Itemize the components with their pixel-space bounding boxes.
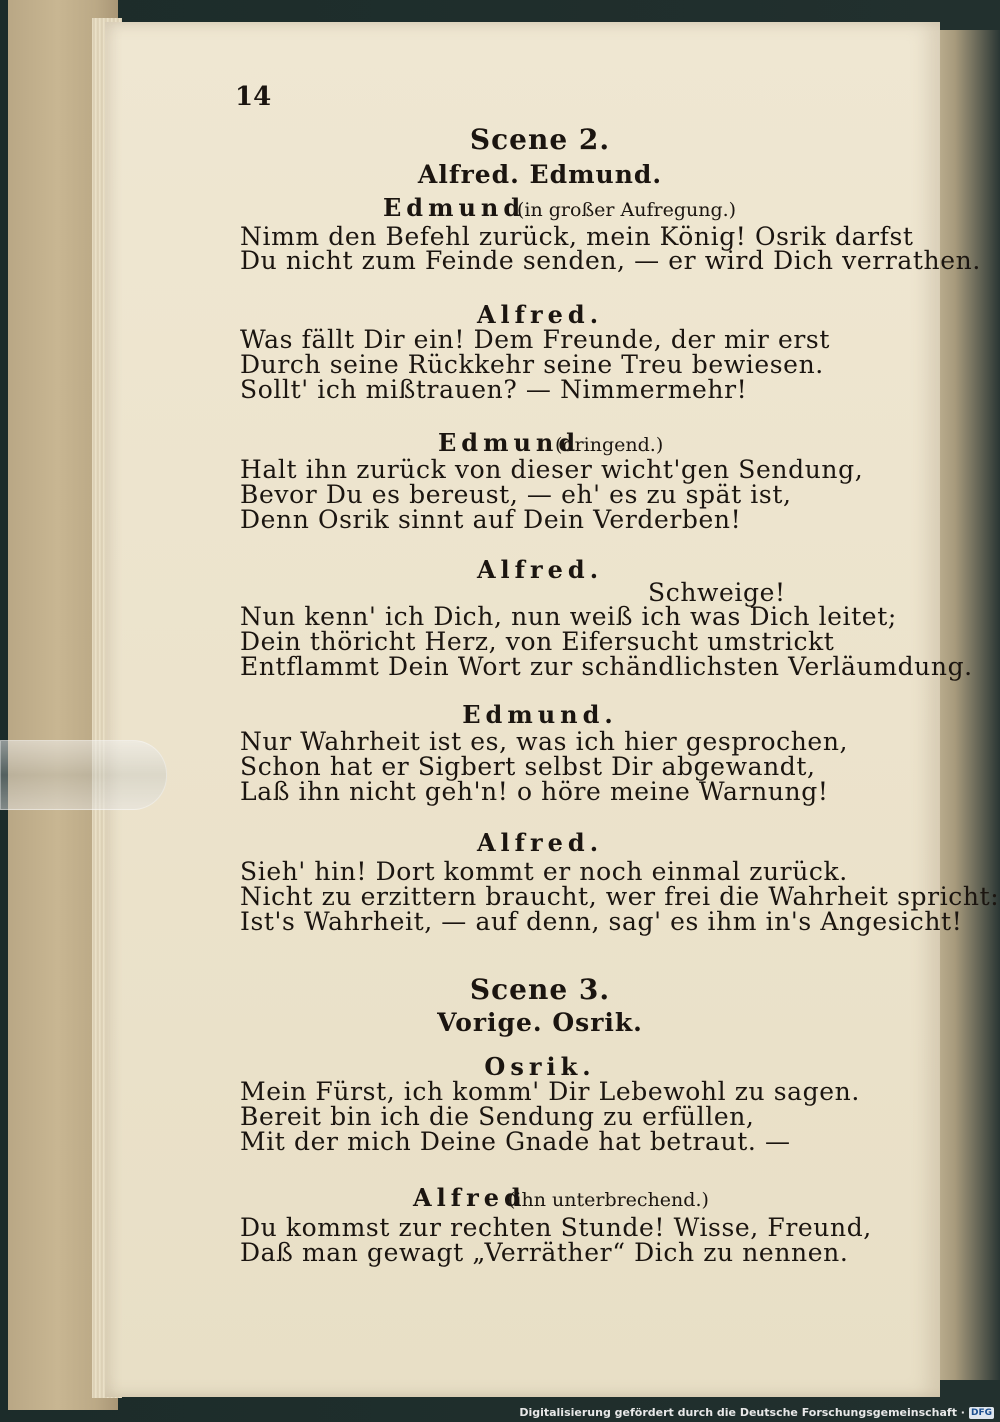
verse-line: Ist's Wahrheit, — auf denn, sag' es ihm in's Angesicht! xyxy=(240,907,963,936)
speaker-name: Alfred. xyxy=(476,555,604,584)
verse-line: Mit der mich Deine Gnade hat betraut. — xyxy=(240,1127,791,1156)
verse-line: Durch seine Rückkehr seine Treu bewiesen. xyxy=(240,350,824,379)
verse-line: Schon hat er Sigbert selbst Dir abgewandt, xyxy=(240,752,816,781)
speaker-name: Edmund xyxy=(438,428,581,457)
stage-direction: (in großer Aufregung.) xyxy=(517,199,737,221)
verse-line: Dein thöricht Herz, von Eifersucht umstrickt xyxy=(240,627,835,656)
verse-line: Sieh' hin! Dort kommt er noch einmal zurück. xyxy=(240,857,848,886)
stage-direction: (dringend.) xyxy=(555,434,664,456)
speaker-name: Alfred. xyxy=(476,300,604,329)
verse-line: Daß man gewagt „Verräther“ Dich zu nennen. xyxy=(240,1238,849,1267)
verse-line: Sollt' ich mißtrauen? — Nimmermehr! xyxy=(240,375,748,404)
stage-direction: (ihn unterbrechend.) xyxy=(508,1189,709,1211)
verse-line: Nicht zu erzittern braucht, wer frei die Wahrheit spricht: xyxy=(240,882,1000,911)
verse-line: Bereit bin ich die Sendung zu erfüllen, xyxy=(240,1102,755,1131)
page-number: 14 xyxy=(235,82,272,112)
verse-line: Denn Osrik sinnt auf Dein Verderben! xyxy=(240,505,742,534)
credit-text: Digitalisierung gefördert durch die Deutsche Forschungsgemeinschaft · xyxy=(519,1406,965,1419)
digitization-credit xyxy=(519,1406,994,1419)
verse-line: Nimm den Befehl zurück, mein König! Osrik darfst xyxy=(240,222,914,251)
verse-line: Entflammt Dein Wort zur schändlichsten Verläumdung. xyxy=(240,652,973,681)
verse-line: Du nicht zum Feinde senden, — er wird Dich verrathen. xyxy=(240,246,981,275)
verse-line: Du kommst zur rechten Stunde! Wisse, Freund, xyxy=(240,1213,872,1242)
verse-line: Mein Fürst, ich komm' Dir Lebewohl zu sagen. xyxy=(240,1077,860,1106)
verse-line: Nur Wahrheit ist es, was ich hier gesprochen, xyxy=(240,727,849,756)
speaker-name: Edmund. xyxy=(462,700,618,729)
speaker-name: Alfred xyxy=(413,1183,526,1212)
speaker-name: Edmund xyxy=(383,193,526,222)
cast-line: Alfred. Edmund. xyxy=(417,160,663,189)
scene-heading: Scene 2. xyxy=(469,123,611,156)
dfg-logo: DFG xyxy=(970,1407,992,1418)
scanner-clip xyxy=(0,740,167,810)
verse-line: Bevor Du es bereust, — eh' es zu spät ist, xyxy=(240,480,792,509)
speaker-name: Alfred. xyxy=(476,828,604,857)
verse-line: Laß ihn nicht geh'n! o höre meine Warnung! xyxy=(240,777,829,806)
verse-line: Nun kenn' ich Dich, nun weiß ich was Dich leitet; xyxy=(240,602,897,631)
scene-heading: Scene 3. xyxy=(469,973,611,1006)
speaker-name: Osrik. xyxy=(484,1052,596,1081)
verse-line: Was fällt Dir ein! Dem Freunde, der mir erst xyxy=(240,325,830,354)
cast-line: Vorige. Osrik. xyxy=(437,1008,643,1037)
verse-line: Halt ihn zurück von dieser wicht'gen Sendung, xyxy=(240,455,864,484)
verse-line: Schweige! xyxy=(648,578,786,607)
